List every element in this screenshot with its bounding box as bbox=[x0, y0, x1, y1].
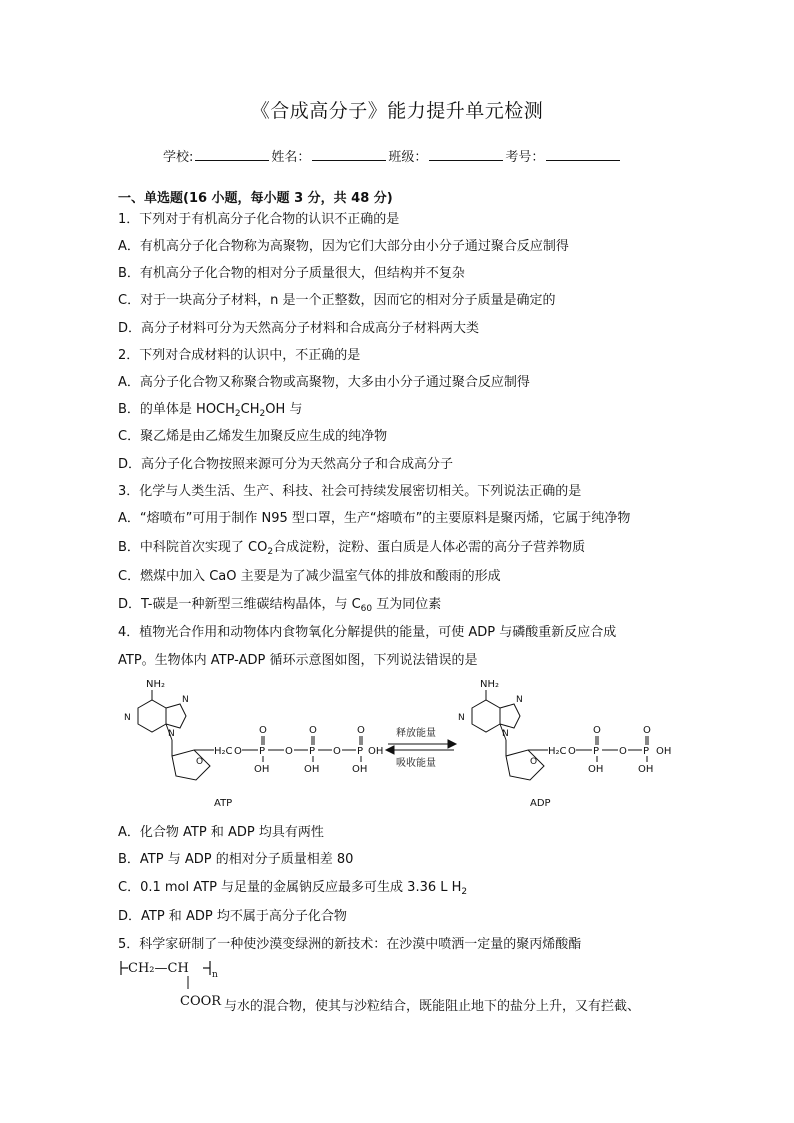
q2-option-c: C．聚乙烯是由乙烯发生加聚反应生成的纯净物 bbox=[118, 429, 388, 444]
adp-molecule bbox=[472, 690, 648, 780]
svg-text:OH: OH bbox=[368, 746, 384, 757]
q4-option-c: C．0.1 mol ATP 与足量的金属钠反应最多可生成 3.36 L $H_2$ bbox=[118, 880, 468, 897]
formula-backbone: CH₂—CH bbox=[128, 961, 189, 976]
student-info-line bbox=[163, 146, 622, 165]
q3-option-c: C．燃煤中加入 CaO 主要是为了减少温室气体的排放和酸雨的形成 bbox=[118, 569, 501, 584]
reaction-arrows bbox=[386, 740, 456, 754]
q5-tail: 与水的混合物，使其与沙粒结合，既能阻止地下的盐分上升，又有拦截、 bbox=[224, 999, 641, 1014]
svg-text:O: O bbox=[234, 746, 242, 757]
svg-text:NH₂: NH₂ bbox=[146, 679, 166, 690]
name-blank[interactable] bbox=[312, 147, 386, 161]
svg-text:N: N bbox=[124, 713, 131, 723]
q1-option-d: D．高分子材料可分为天然高分子材料和合成高分子材料两大类 bbox=[118, 321, 480, 336]
formula-n: n bbox=[212, 970, 218, 980]
adp-labels bbox=[458, 679, 671, 809]
q4-stem-line2: ATP。生物体内 ATP-ADP 循环示意图如图，下列说法错误的是 bbox=[118, 653, 478, 668]
svg-text:N: N bbox=[516, 695, 523, 705]
polyacrylate-formula bbox=[118, 955, 238, 1013]
q2-option-d: D．高分子化合物按照来源可分为天然高分子和合成高分子 bbox=[118, 457, 454, 472]
q5-stem: 5．科学家研制了一种使沙漠变绿洲的新技术：在沙漠中喷洒一定量的聚丙烯酸酯 bbox=[118, 937, 582, 952]
section-heading: 一、单选题(16 小题，每小题 3 分，共 48 分) bbox=[118, 191, 393, 206]
q1-option-c: C．对于一块高分子材料，n 是一个正整数，因而它的相对分子质量是确定的 bbox=[118, 293, 556, 308]
svg-text:P: P bbox=[259, 746, 266, 757]
svg-text:O: O bbox=[619, 746, 627, 757]
svg-text:P: P bbox=[593, 746, 600, 757]
q1-stem: 1．下列对于有机高分子化合物的认识不正确的是 bbox=[118, 212, 400, 227]
svg-text:P: P bbox=[643, 746, 650, 757]
svg-text:O: O bbox=[643, 725, 651, 736]
exam-no-label: 考号： bbox=[505, 150, 545, 165]
atp-label: ATP bbox=[214, 798, 233, 809]
svg-text:O: O bbox=[285, 746, 293, 757]
absorb-energy-label: 吸收能量 bbox=[396, 758, 436, 769]
svg-text:N: N bbox=[502, 729, 509, 739]
q3-option-b: B．中科院首次实现了 $CO_2$合成淀粉，淀粉、蛋白质是人体必需的高分子营养物质 bbox=[118, 540, 586, 557]
svg-text:OH: OH bbox=[254, 764, 270, 775]
adp-label: ADP bbox=[530, 798, 551, 809]
exam-no-blank[interactable] bbox=[546, 147, 620, 161]
q2-option-b: B．的单体是 $HOCH_2CH_2OH$ 与 bbox=[118, 402, 303, 419]
name-label: 姓名： bbox=[271, 150, 311, 165]
q4-stem-line1: 4．植物光合作用和动物体内食物氧化分解提供的能量，可使 ADP 与磷酸重新反应合成 bbox=[118, 625, 617, 640]
svg-text:OH: OH bbox=[588, 764, 604, 775]
q2-stem: 2．下列对合成材料的认识中，不正确的是 bbox=[118, 348, 361, 363]
svg-text:OH: OH bbox=[352, 764, 368, 775]
svg-text:O: O bbox=[333, 746, 341, 757]
release-energy-label: 释放能量 bbox=[396, 728, 436, 739]
school-blank[interactable] bbox=[195, 147, 269, 161]
svg-text:O: O bbox=[568, 746, 576, 757]
q2-option-a: A．高分子化合物又称聚合物或高聚物，大多由小分子通过聚合反应制得 bbox=[118, 375, 530, 390]
svg-text:N: N bbox=[182, 695, 189, 705]
q4-option-a: A．化合物 ATP 和 ADP 均具有两性 bbox=[118, 825, 324, 840]
svg-text:OH: OH bbox=[304, 764, 320, 775]
atp-labels bbox=[124, 679, 383, 809]
svg-text:O: O bbox=[593, 725, 601, 736]
page-title: 《合成高分子》能力提升单元检测 bbox=[250, 100, 544, 122]
q4-option-b: B．ATP 与 ADP 的相对分子质量相差 80 bbox=[118, 852, 354, 867]
svg-text:OH: OH bbox=[638, 764, 654, 775]
q3-option-d: D．T-碳是一种新型三维碳结构晶体，与 $C_{60}$ 互为同位素 bbox=[118, 597, 442, 614]
svg-text:H₂C: H₂C bbox=[214, 746, 233, 757]
q4-option-d: D．ATP 和 ADP 均不属于高分子化合物 bbox=[118, 909, 347, 924]
school-label: 学校: bbox=[163, 150, 194, 165]
svg-text:H₂C: H₂C bbox=[548, 746, 567, 757]
svg-text:N: N bbox=[458, 713, 465, 723]
svg-text:O: O bbox=[530, 757, 538, 767]
svg-text:O: O bbox=[196, 757, 204, 767]
svg-text:O: O bbox=[357, 725, 365, 736]
q3-option-a: A．“熔喷布”可用于制作 N95 型口罩，生产“熔喷布”的主要原料是聚丙烯，它属于纯净物 bbox=[118, 511, 631, 526]
atp-adp-cycle-diagram bbox=[118, 670, 688, 815]
svg-text:N: N bbox=[168, 729, 175, 739]
svg-text:O: O bbox=[309, 725, 317, 736]
q3-stem: 3．化学与人类生活、生产、科技、社会可持续发展密切相关。下列说法正确的是 bbox=[118, 484, 582, 499]
svg-text:P: P bbox=[309, 746, 316, 757]
q1-option-a: A．有机高分子化合物称为高聚物，因为它们大部分由小分子通过聚合反应制得 bbox=[118, 239, 569, 254]
class-blank[interactable] bbox=[429, 147, 503, 161]
formula-side-group: COOR bbox=[180, 994, 222, 1009]
svg-text:NH₂: NH₂ bbox=[480, 679, 500, 690]
class-label: 班级： bbox=[388, 150, 428, 165]
q1-option-b: B．有机高分子化合物的相对分子质量很大，但结构并不复杂 bbox=[118, 266, 465, 281]
svg-text:O: O bbox=[259, 725, 267, 736]
svg-text:OH: OH bbox=[656, 746, 672, 757]
svg-text:P: P bbox=[357, 746, 364, 757]
